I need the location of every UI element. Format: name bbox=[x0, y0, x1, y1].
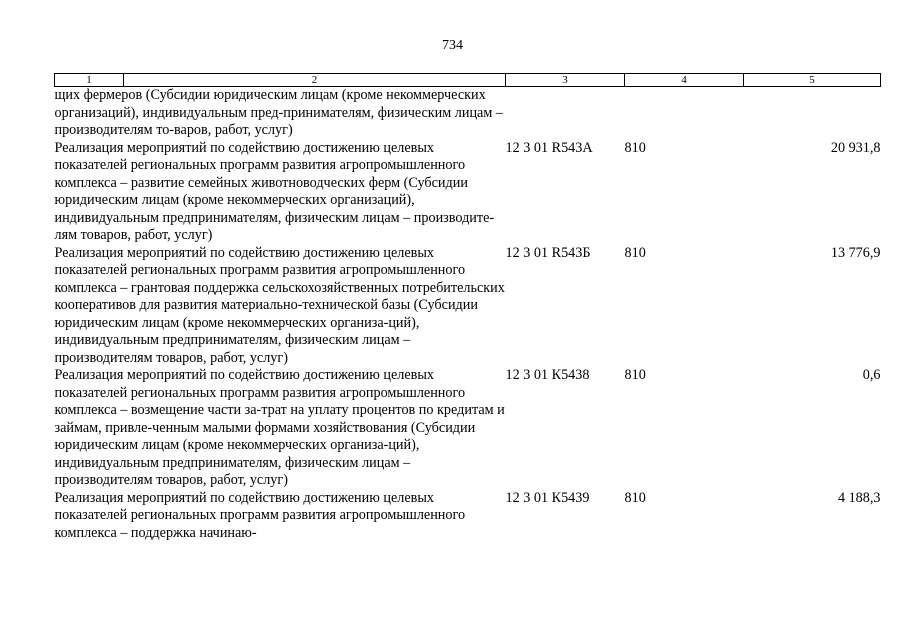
row-code: 12 3 01 R543Б bbox=[505, 244, 591, 261]
table-header bbox=[55, 74, 881, 87]
budget-table bbox=[54, 73, 881, 542]
row-code: 12 3 01 К5438 bbox=[505, 367, 590, 383]
row-type: 810 bbox=[624, 367, 646, 383]
column-number-row bbox=[55, 74, 881, 87]
row-name: Реализация мероприятий по содействию достижению целевых показателей региональных программ развития агропромышленного комплекса – развитие семейных животноводческих ферм (Субсидии юридическим лицам (кроме некоммерческих организаций), индивидуальным предпринимателям, физическим лицам – производите-лям товаров, работ, услуг) bbox=[54, 139, 495, 243]
row-amount: 0,6 bbox=[862, 367, 881, 383]
row-name: щих фермеров (Субсидии юридическим лицам (кроме некоммерческих организаций), индивидуальным пред-принимателям, физическим лицам – производителям то-варов, работ, услуг) bbox=[54, 87, 503, 138]
table-body bbox=[55, 87, 881, 543]
row-type: 810 bbox=[624, 139, 646, 156]
column-number-1: 1 bbox=[55, 74, 124, 87]
row-type bbox=[625, 87, 744, 140]
row-amount: 13 776,9 bbox=[830, 244, 881, 261]
row-amount: 20 931,8 bbox=[830, 139, 881, 156]
table-row bbox=[55, 367, 881, 490]
column-number-2: 2 bbox=[124, 74, 506, 87]
row-name: Реализация мероприятий по содействию достижению целевых показателей региональных программ развития агропромышленного комплекса – возмещение части за-трат на уплату процентов по кредитам и займам, привле-ченным малыми формами хозяйствования (Субсидии юридическим лицам (кроме некоммерческих организа-ций), индивидуальным предпринимателям, физическим лицам – производителям товаров, работ, услуг) bbox=[54, 367, 505, 488]
row-amount bbox=[744, 87, 881, 140]
row-name: Реализация мероприятий по содействию достижению целевых показателей региональных программ развития агропромышленного комплекса – грантовая поддержка сельскохозяйственных потребительских кооперативов для развития материально-технической базы (Субсидии юридическим лицам (кроме некоммерческих организа-ций), индивидуальным предпринимателям, физическим лицам – производителям товаров, работ, услуг) bbox=[54, 244, 505, 366]
column-number-4: 4 bbox=[625, 74, 744, 87]
row-type: 810 bbox=[624, 244, 646, 261]
row-code: 12 3 01 К5439 bbox=[505, 489, 590, 506]
table-row bbox=[55, 245, 881, 368]
page-number: 734 bbox=[442, 38, 463, 53]
row-code: 12 3 01 R543А bbox=[505, 139, 593, 156]
row-code bbox=[506, 87, 625, 140]
row-type: 810 bbox=[624, 489, 646, 506]
column-number-3: 3 bbox=[506, 74, 625, 87]
table-row bbox=[55, 87, 881, 140]
column-number-5: 5 bbox=[744, 74, 881, 87]
table-row bbox=[55, 490, 881, 543]
row-amount: 4 188,3 bbox=[837, 489, 881, 506]
row-name: Реализация мероприятий по содействию достижению целевых показателей региональных программ развития агропромышленного комплекса – поддержка начинаю- bbox=[54, 489, 466, 541]
table-row bbox=[55, 140, 881, 245]
